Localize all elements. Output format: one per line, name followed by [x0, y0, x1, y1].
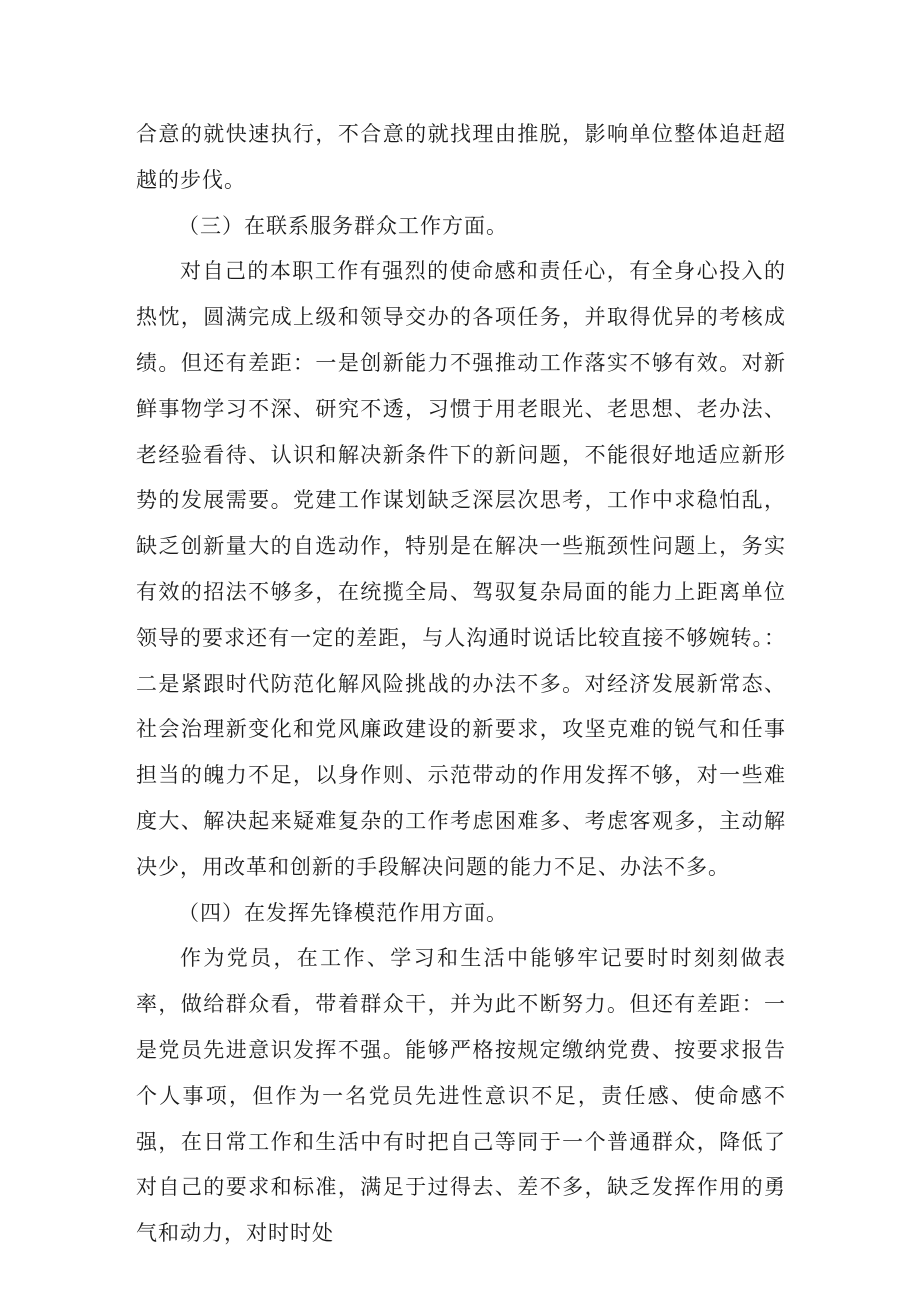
continuation-paragraph: 合意的就快速执行，不合意的就找理由推脱，影响单位整体追赶超越的步伐。 — [136, 122, 786, 192]
section-paragraph-3: 对自己的本职工作有强烈的使命感和责任心，有全身心投入的热忱，圆满完成上级和领导交办的各项任务，并取得优异的考核成绩。但还有差距：一是创新能力不强推动工作落实不够有效。对新鲜事物学习不深、研究不透，习惯于用老眼光、老思想、老办法、老经验看待、认识和解决新条件下的新问题，不能很好地适应新形势的发展需要。党建工作谋划缺乏深层次思考，工作中求稳怕乱，缺乏创新量大的自选动作，特别是在解决一些瓶颈性问题上，务实有效的招法不够多，在统揽全局、驾驭复杂局面的能力上距离单位领导的要求还有一定的差距，与人沟通时说话比较直接不够婉转。：二是紧跟时代防范化解风险挑战的办法不多。对经济发展新常态、社会治理新变化和党风廉政建设的新要求，攻坚克难的锐气和任事担当的魄力不足，以身作则、示范带动的作用发挥不够，对一些难度大、解决起来疑难复杂的工作考虑困难多、考虑客观多，主动解决少，用改革和创新的手段解决问题的能力不足、办法不多。 — [136, 259, 786, 879]
section-paragraph-4: 作为党员，在工作、学习和生活中能够牢记要时时刻刻做表率，做给群众看，带着群众干，并为此不断努力。但还有差距：一是党员先进意识发挥不强。能够严格按规定缴纳党费、按要求报告个人事项，但作为一名党员先进性意识不足，责任感、使命感不强，在日常工作和生活中有时把自己等同于一个普通群众，降低了对自己的要求和标准，满足于过得去、差不多，缺乏发挥作用的勇气和动力，对时时处 — [136, 946, 786, 1246]
section-heading-3: （三）在联系服务群众工作方面。 — [178, 213, 508, 238]
document-body — [136, 112, 786, 1257]
section-heading-4: （四）在发挥先锋模范作用方面。 — [178, 900, 508, 925]
